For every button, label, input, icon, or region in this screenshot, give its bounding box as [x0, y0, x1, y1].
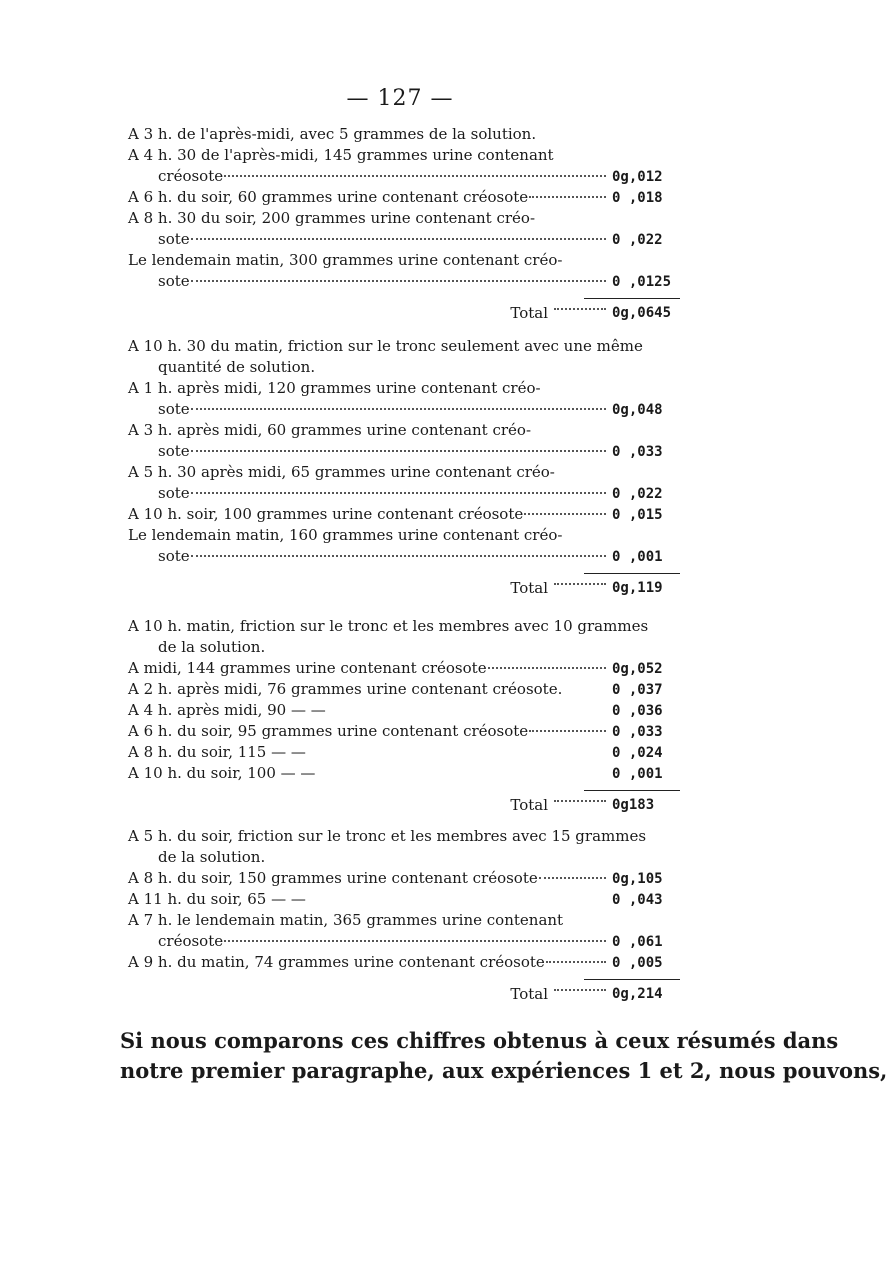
measurement-value: 0 ,037: [612, 682, 663, 698]
measurement-value: 0 ,061: [612, 934, 663, 950]
measurement-text: A 4 h. après midi, 90 — —: [128, 701, 326, 719]
measurement-value: 0 ,024: [612, 745, 663, 761]
total-row: [128, 790, 680, 820]
total-value: 0g,0645: [612, 305, 672, 321]
measurement-text: sote: [158, 272, 190, 290]
measurement-text: A 5 h. du soir, friction sur le tronc et les membres avec 15 grammes: [128, 827, 647, 845]
measurement-value: 0 ,043: [612, 892, 663, 908]
leader-dots: [191, 280, 606, 282]
experiment-section-2: [128, 336, 680, 603]
total-rule: [584, 298, 680, 299]
measurement-row: [128, 420, 680, 441]
measurement-row: [128, 616, 680, 637]
leader-dots: [529, 730, 606, 732]
measurement-text: A 5 h. 30 après midi, 65 grammes urine contenant créo-: [128, 463, 555, 481]
leader-dots: [539, 877, 606, 879]
measurement-row: [128, 910, 680, 931]
measurement-text: Le lendemain matin, 300 grammes urine contenant créo-: [128, 251, 563, 269]
measurement-value: 0 ,022: [612, 232, 663, 248]
measurement-value: 0 ,033: [612, 444, 663, 460]
experiment-section-3: [128, 616, 680, 820]
measurement-row: [128, 378, 680, 399]
measurement-text: A 6 h. du soir, 95 grammes urine contenant créosote: [128, 722, 529, 740]
leader-dots: [191, 555, 606, 557]
measurement-text: A 8 h. du soir, 115 — —: [128, 743, 306, 761]
measurement-text: A 10 h. soir, 100 grammes urine contenant créosote: [128, 505, 524, 523]
measurement-row: [128, 868, 680, 889]
leader-dots: [488, 667, 606, 669]
measurement-row: [128, 208, 680, 229]
measurement-text: A 10 h. 30 du matin, friction sur le tronc seulement avec une même: [128, 337, 643, 355]
measurement-row: [128, 271, 680, 292]
measurement-text: A 10 h. du soir, 100 — —: [128, 764, 316, 782]
measurement-row: [128, 250, 680, 271]
total-label: Total: [510, 985, 548, 1003]
experiment-section-4: [128, 826, 680, 1009]
measurement-row: [128, 357, 680, 378]
total-row: [128, 979, 680, 1009]
measurement-text: A 8 h. 30 du soir, 200 grammes urine contenant créo-: [128, 209, 536, 227]
total-value: 0g,214: [612, 986, 663, 1002]
measurement-value: 0 ,015: [612, 507, 663, 523]
total-label: Total: [510, 796, 548, 814]
measurement-text: A 10 h. matin, friction sur le tronc et les membres avec 10 grammes: [128, 617, 649, 635]
measurement-value: 0g,105: [612, 871, 663, 887]
leader-dots: [524, 513, 606, 515]
measurement-row: [128, 931, 680, 952]
measurement-row: [128, 679, 680, 700]
measurement-row: [128, 399, 680, 420]
measurement-text: A 2 h. après midi, 76 grammes urine contenant créosote.: [128, 680, 563, 698]
measurement-text: sote: [158, 442, 190, 460]
measurement-text: A 1 h. après midi, 120 grammes urine contenant créo-: [128, 379, 541, 397]
total-rule: [584, 790, 680, 791]
measurement-row: [128, 462, 680, 483]
measurement-row: [128, 546, 680, 567]
measurement-text: A 3 h. de l'après-midi, avec 5 grammes de la solution.: [128, 125, 537, 143]
measurement-text: sote: [158, 547, 190, 565]
measurement-text: de la solution.: [158, 638, 266, 656]
measurement-text: sote: [158, 230, 190, 248]
measurement-row: [128, 742, 680, 763]
measurement-value: 0 ,033: [612, 724, 663, 740]
measurement-value: 0 ,022: [612, 486, 663, 502]
leader-dots: [529, 196, 606, 198]
measurement-text: A 3 h. après midi, 60 grammes urine contenant créo-: [128, 421, 532, 439]
measurement-text: sote: [158, 400, 190, 418]
total-rule: [584, 573, 680, 574]
measurement-row: [128, 124, 680, 145]
measurement-value: 0g,048: [612, 402, 663, 418]
measurement-text: A 8 h. du soir, 150 grammes urine contenant créosote: [128, 869, 538, 887]
leader-dots: [554, 308, 606, 310]
experiment-section-1: [128, 124, 680, 328]
measurement-row: [128, 166, 680, 187]
measurement-text: créosote: [158, 167, 224, 185]
measurement-text: A 11 h. du soir, 65 — —: [128, 890, 306, 908]
measurement-row: [128, 504, 680, 525]
measurement-value: 0 ,001: [612, 549, 663, 565]
measurement-text: sote: [158, 484, 190, 502]
leader-dots: [224, 940, 606, 942]
measurement-row: [128, 637, 680, 658]
leader-dots: [191, 492, 606, 494]
closing-line: notre premier paragraphe, aux expériences 1 et 2, nous pouvons,: [120, 1058, 887, 1083]
leader-dots: [224, 175, 606, 177]
measurement-row: [128, 847, 680, 868]
measurement-row: [128, 952, 680, 973]
total-value: 0g,119: [612, 580, 663, 596]
measurement-text: Le lendemain matin, 160 grammes urine contenant créo-: [128, 526, 563, 544]
measurement-text: de la solution.: [158, 848, 266, 866]
measurement-text: A 7 h. le lendemain matin, 365 grammes urine contenant: [128, 911, 564, 929]
leader-dots: [554, 989, 606, 991]
measurement-row: [128, 229, 680, 250]
page-number: — 127 —: [346, 86, 454, 111]
measurement-value: 0 ,005: [612, 955, 663, 971]
closing-line: Si nous comparons ces chiffres obtenus à ceux résumés dans: [120, 1028, 839, 1053]
measurement-value: 0g,012: [612, 169, 663, 185]
measurement-row: [128, 483, 680, 504]
total-label: Total: [510, 304, 548, 322]
measurement-text: A 6 h. du soir, 60 grammes urine contenant créosote: [128, 188, 529, 206]
measurement-row: [128, 187, 680, 208]
measurement-text: quantité de solution.: [158, 358, 316, 376]
leader-dots: [554, 583, 606, 585]
total-value: 0g183: [612, 797, 655, 813]
measurement-row: [128, 525, 680, 546]
leader-dots: [191, 450, 606, 452]
measurement-text: A midi, 144 grammes urine contenant créosote: [128, 659, 487, 677]
closing-paragraph: [120, 1026, 887, 1086]
measurement-text: créosote: [158, 932, 224, 950]
measurement-row: [128, 700, 680, 721]
leader-dots: [191, 408, 606, 410]
measurement-value: 0 ,018: [612, 190, 663, 206]
leader-dots: [546, 961, 606, 963]
total-rule: [584, 979, 680, 980]
measurement-row: [128, 721, 680, 742]
leader-dots: [554, 800, 606, 802]
total-row: [128, 298, 680, 328]
measurement-text: A 9 h. du matin, 74 grammes urine contenant créosote: [128, 953, 545, 971]
measurement-row: [128, 658, 680, 679]
measurement-value: 0g,052: [612, 661, 663, 677]
measurement-row: [128, 826, 680, 847]
measurement-value: 0 ,036: [612, 703, 663, 719]
measurement-row: [128, 441, 680, 462]
total-label: Total: [510, 579, 548, 597]
measurement-row: [128, 763, 680, 784]
measurement-text: A 4 h. 30 de l'après-midi, 145 grammes urine contenant: [128, 146, 554, 164]
measurement-row: [128, 145, 680, 166]
measurement-row: [128, 336, 680, 357]
measurement-row: [128, 889, 680, 910]
total-row: [128, 573, 680, 603]
measurement-value: 0 ,0125: [612, 274, 672, 290]
measurement-value: 0 ,001: [612, 766, 663, 782]
leader-dots: [191, 238, 606, 240]
